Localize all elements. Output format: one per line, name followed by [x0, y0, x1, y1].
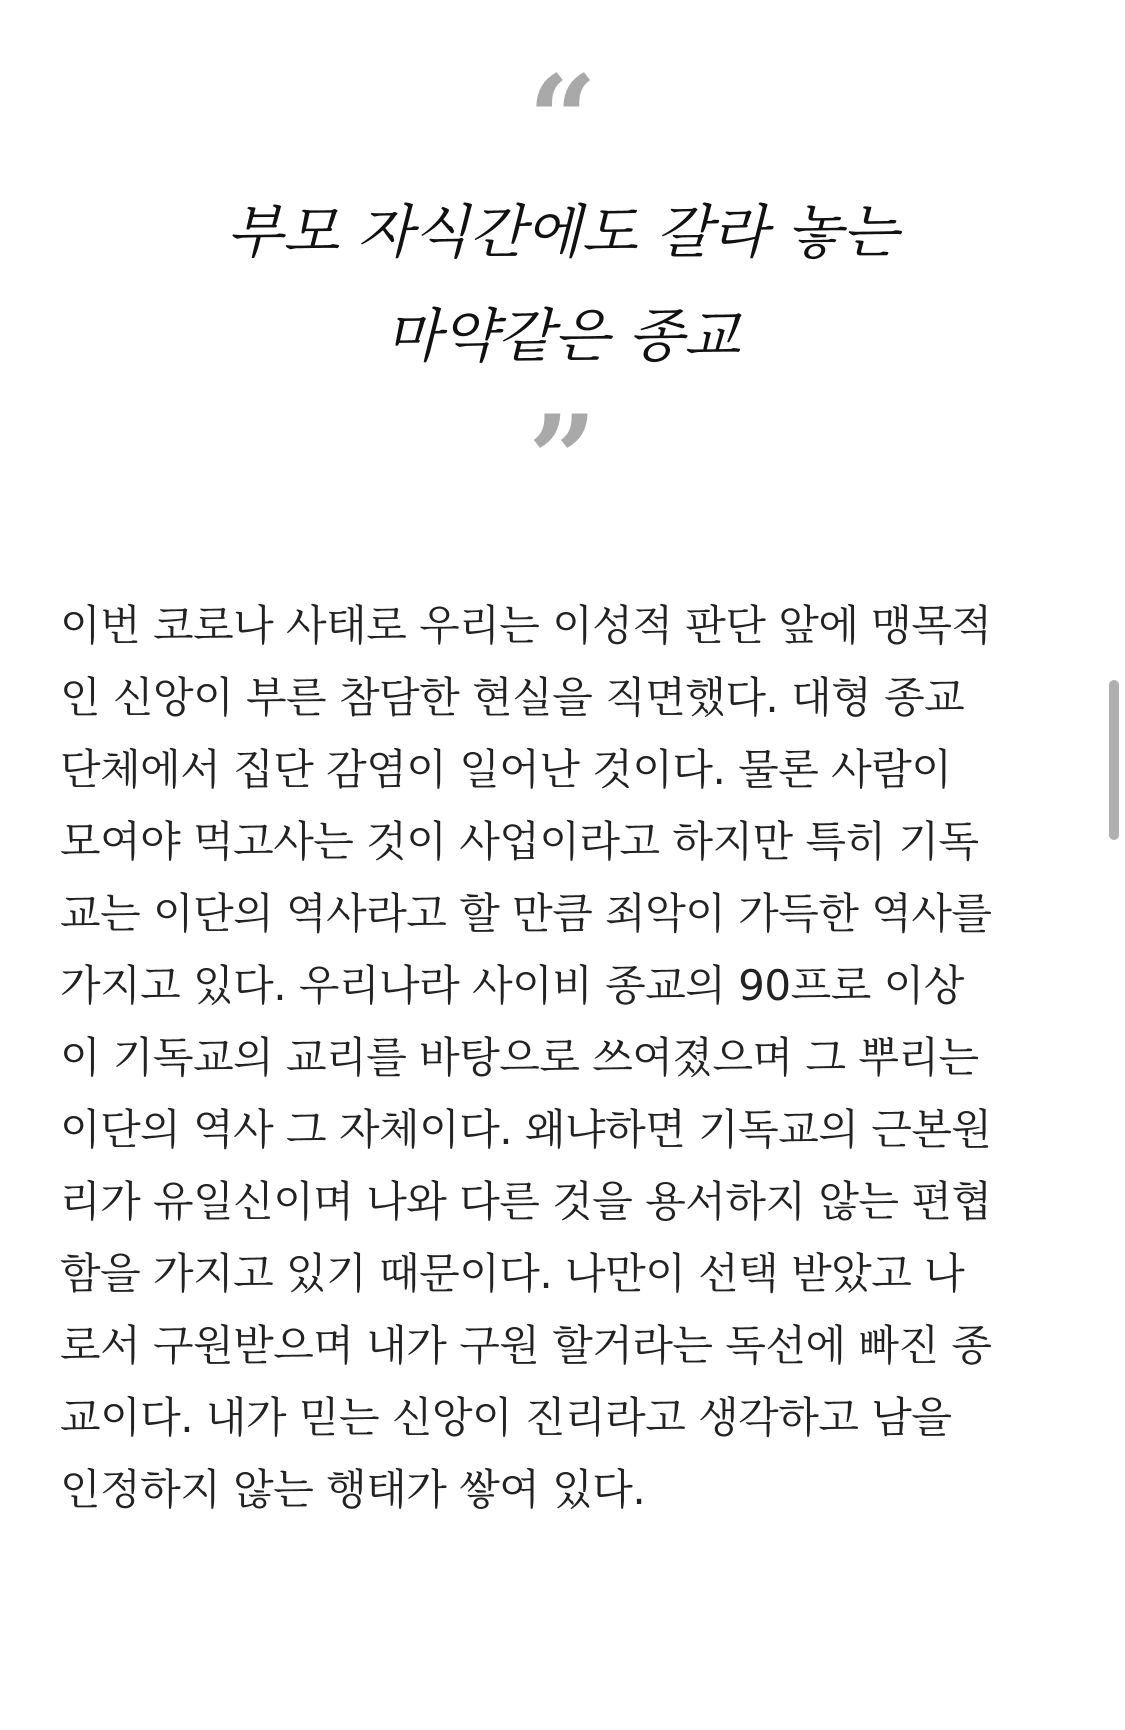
pull-quote-text	[0, 180, 1125, 388]
article-line: 교이다. 내가 믿는 신앙이 진리라고 생각하고 남을	[60, 1393, 952, 1442]
article-line: 인 신앙이 부른 참담한 현실을 직면했다. 대형 종교	[60, 673, 965, 722]
article-line: 이번 코로나 사태로 우리는 이성적 판단 앞에 맹목적	[60, 601, 992, 650]
open-quote-icon: “	[527, 49, 598, 190]
article-line: 이 기독교의 교리를 바탕으로 쓰여졌으며 그 뿌리는	[60, 1033, 979, 1082]
article-line: 모여야 먹고사는 것이 사업이라고 하지만 특히 기독	[60, 817, 979, 866]
article-line: 이단의 역사 그 자체이다. 왜냐하면 기독교의 근본원	[60, 1105, 992, 1154]
article-line: 단체에서 집단 감염이 일어난 것이다. 물론 사람이	[60, 745, 952, 794]
pull-quote-line: 마약같은 종교	[385, 302, 740, 370]
pull-quote-block	[0, 0, 1125, 530]
article-body	[60, 590, 1060, 1526]
article-line: 교는 이단의 역사라고 할 만큼 죄악이 가득한 역사를	[60, 889, 992, 938]
pull-quote-line: 부모 자식간에도 갈라 놓는	[226, 198, 899, 266]
close-quote-icon: ”	[527, 389, 598, 530]
article-line: 가지고 있다. 우리나라 사이비 종교의 90프로 이상	[60, 961, 964, 1010]
article-line: 리가 유일신이며 나와 다른 것을 용서하지 않는 편협	[60, 1177, 992, 1226]
article-line: 로서 구원받으며 내가 구원 할거라는 독선에 빠진 종	[60, 1321, 992, 1370]
article-line: 함을 가지고 있기 때문이다. 나만이 선택 받았고 나	[60, 1249, 965, 1298]
scrollbar-thumb[interactable]	[1109, 680, 1119, 840]
article-line: 인정하지 않는 행태가 쌓여 있다.	[60, 1465, 646, 1514]
